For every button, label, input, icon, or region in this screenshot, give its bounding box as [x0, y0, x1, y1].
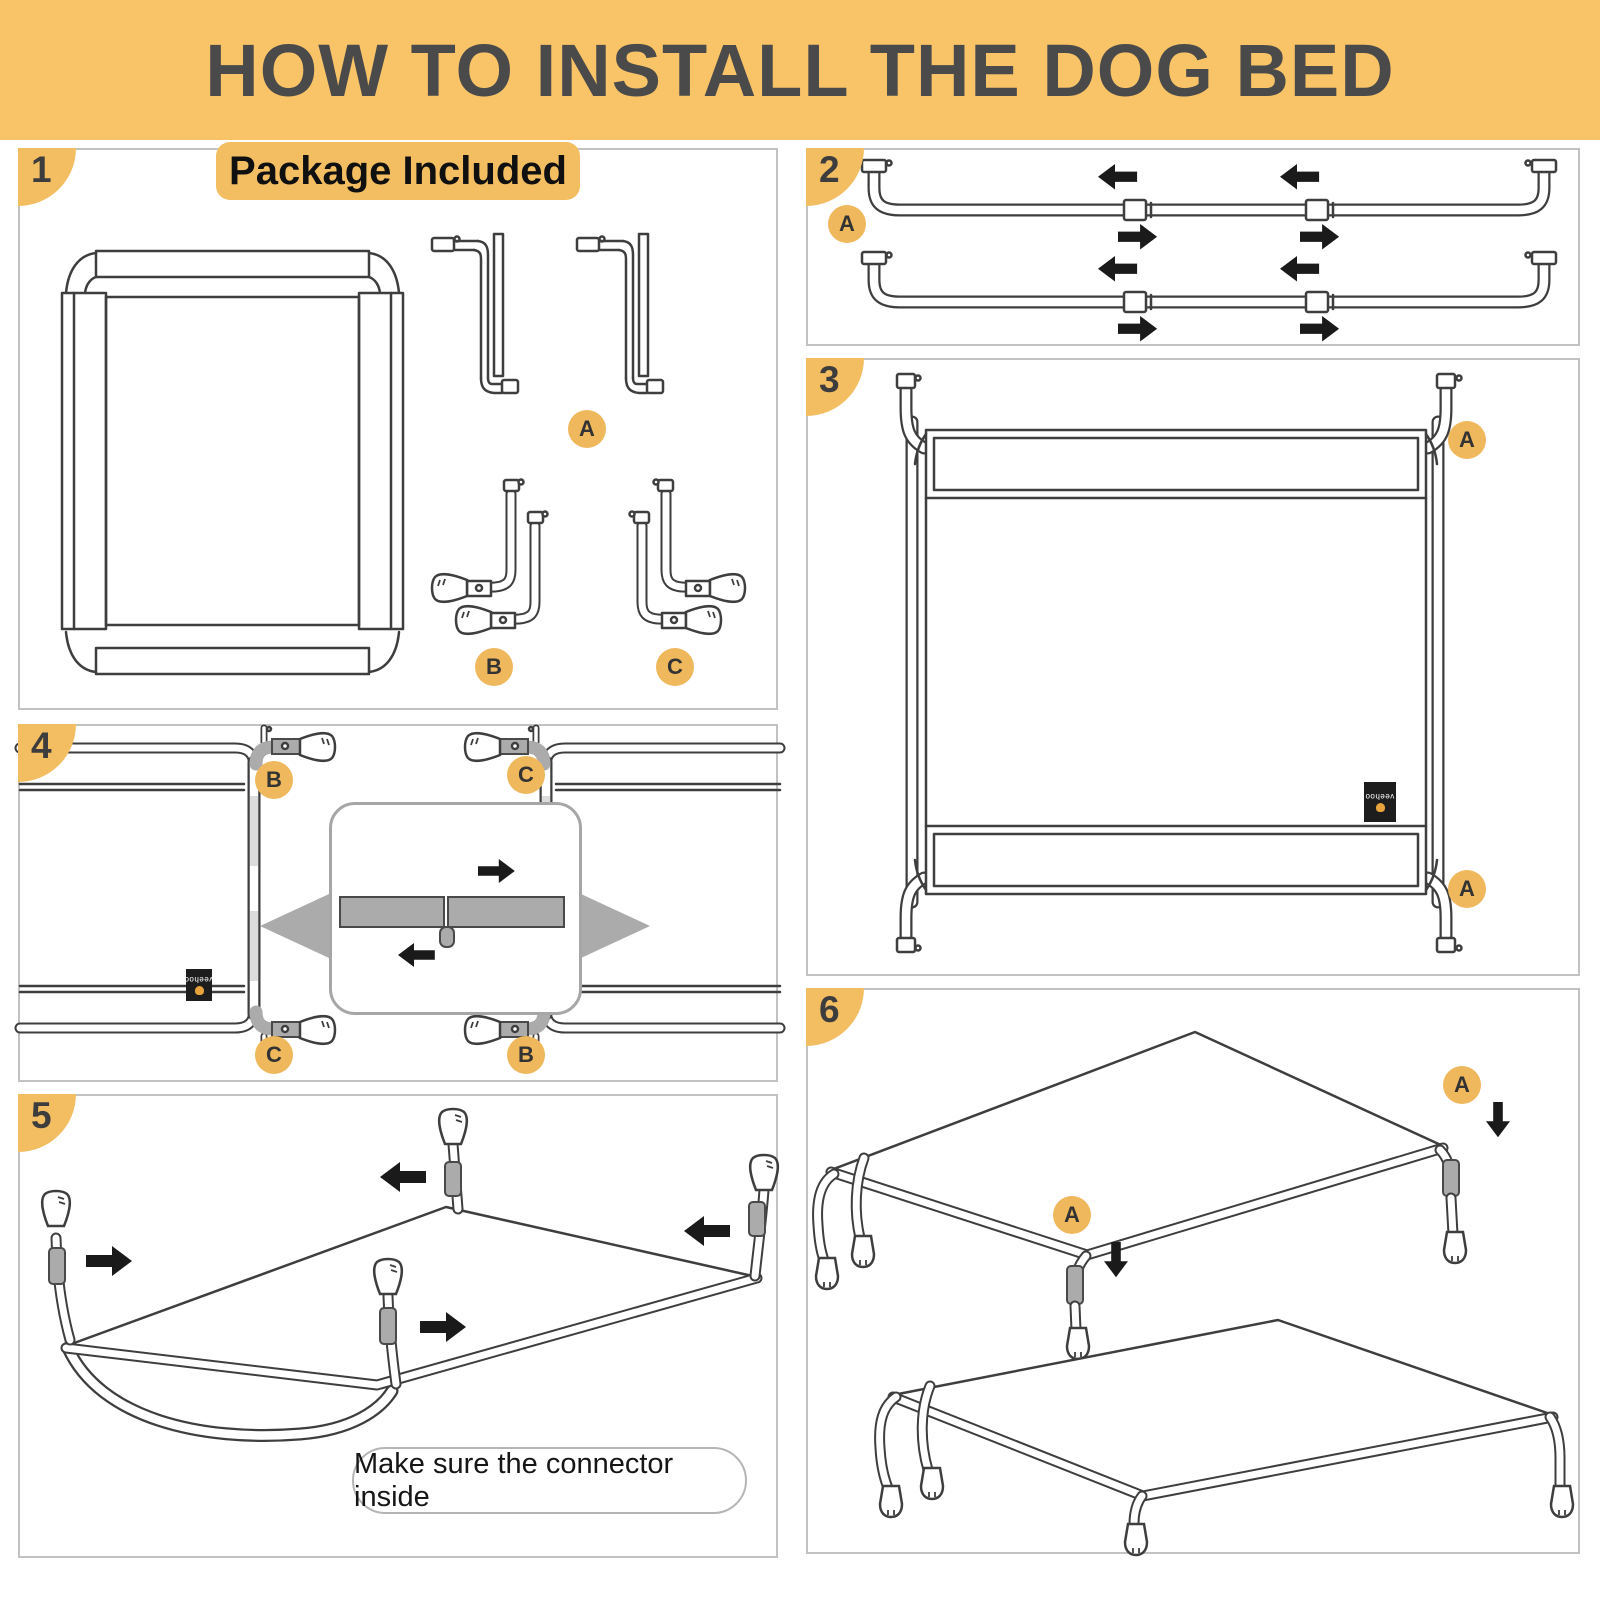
arrow-left-icon — [1280, 164, 1319, 190]
connector-note: Make sure the connector inside — [352, 1447, 747, 1514]
fitting-label-b-top-left: B — [255, 761, 293, 799]
panel-step-2-connect-rails — [806, 148, 1580, 346]
step-1-number-badge — [18, 148, 76, 206]
arrow-right-icon — [1300, 224, 1339, 250]
step-6-number: 6 — [819, 989, 840, 1030]
bed-cover-fabric-drawing — [60, 245, 405, 680]
corner-leg-bottom-left — [897, 878, 924, 952]
expand-arrow-left-icon — [260, 894, 329, 958]
step-2-number: 2 — [819, 149, 840, 190]
arrow-left-icon — [1280, 256, 1319, 282]
arrow-left-icon — [684, 1216, 730, 1246]
legs-c-drawing — [612, 478, 762, 638]
veehoo-brand-patch: veehoo — [1364, 782, 1396, 822]
panel-step-4-join-halves — [18, 724, 778, 1082]
step-5-number: 5 — [31, 1095, 52, 1136]
arrow-left-icon — [1098, 164, 1137, 190]
arrow-left-icon — [380, 1162, 426, 1192]
part-label-c: C — [656, 648, 694, 686]
panel-step-6-final-assembly — [806, 988, 1580, 1554]
legs-b-drawing — [415, 478, 565, 638]
connector-label-a-front: A — [1053, 1196, 1091, 1234]
connector-label-a-top: A — [1448, 421, 1486, 459]
expand-arrow-right-icon — [581, 894, 650, 958]
leg-right — [749, 1155, 778, 1276]
side-rail-a1-drawing — [428, 232, 520, 414]
arrow-right-icon — [478, 859, 515, 883]
arrow-right-icon — [1118, 316, 1157, 342]
fitting-label-c-bottom-left: C — [255, 1036, 293, 1074]
paw-icon — [195, 986, 204, 995]
panel-step-5-insert-connectors — [18, 1094, 778, 1558]
part-label-b: B — [475, 648, 513, 686]
package-included-title: Package Included — [216, 142, 580, 200]
connector-detail-drawing — [332, 805, 579, 1012]
step-3-number: 3 — [819, 359, 840, 400]
corner-leg-top-left — [897, 374, 924, 448]
rail-label-a: A — [828, 205, 866, 243]
panel-step-1-package-included — [18, 148, 778, 710]
arrow-down-icon — [1486, 1102, 1510, 1137]
rail-assembly-bottom-drawing — [854, 250, 1564, 342]
fitting-label-c-top-right: C — [507, 756, 545, 794]
leg-back-middle — [439, 1109, 467, 1209]
leg-far-left — [42, 1191, 70, 1340]
side-rail-a2-drawing — [573, 232, 665, 414]
paw-icon — [1376, 803, 1385, 812]
header-banner — [0, 0, 1600, 140]
page-title: HOW TO INSTALL THE DOG BED — [205, 28, 1395, 112]
step-1-number: 1 — [31, 149, 52, 190]
connector-label-a-right: A — [1443, 1066, 1481, 1104]
connector-label-a-bottom: A — [1448, 870, 1486, 908]
fitting-label-b-bottom-right: B — [507, 1036, 545, 1074]
connector-detail-inset — [329, 802, 582, 1015]
arrow-right-icon — [1300, 316, 1339, 342]
rail-assembly-top-drawing — [854, 158, 1564, 250]
arrow-right-icon — [86, 1246, 132, 1276]
veehoo-brand-patch: veehoo — [186, 969, 212, 1001]
panel-step-3-attach-fabric — [806, 358, 1580, 976]
arrow-left-icon — [1098, 256, 1137, 282]
arrow-left-icon — [398, 943, 435, 967]
bed-with-connectors-drawing — [816, 1032, 1510, 1359]
finished-bed-drawing — [880, 1320, 1573, 1555]
part-label-a: A — [568, 410, 606, 448]
step-4-number: 4 — [31, 725, 52, 766]
arrow-right-icon — [1118, 224, 1157, 250]
